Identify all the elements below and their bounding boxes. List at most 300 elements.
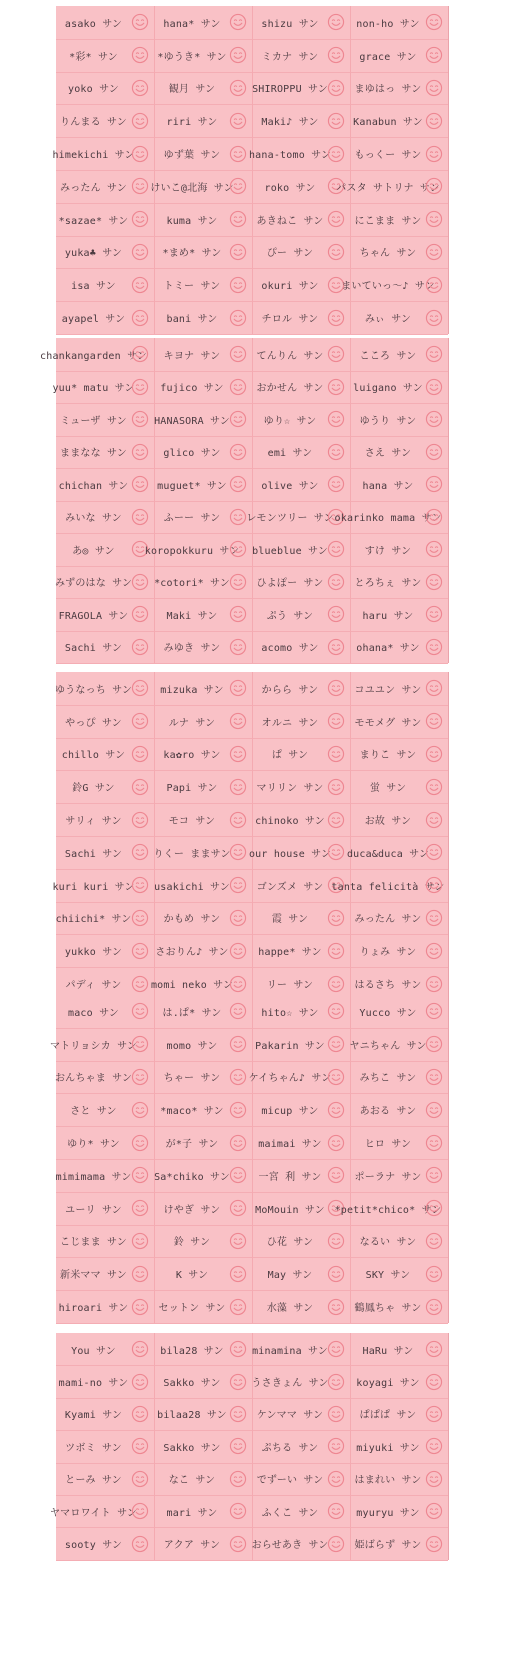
- name-sticker: [252, 338, 350, 371]
- sticker-name-label: ケンママ サン: [256, 1410, 324, 1422]
- sticker-name-label: けやぎ サン: [163, 1204, 221, 1216]
- smiley-stamp-icon: [327, 46, 345, 64]
- name-sticker: [350, 1061, 448, 1094]
- sticker-name-label: yoko サン: [67, 84, 119, 96]
- sticker-name-label: みぃ サン: [364, 314, 412, 326]
- smiley-stamp-icon: [425, 1535, 443, 1553]
- name-sticker: [350, 1333, 448, 1365]
- smiley-stamp-icon: [425, 1405, 443, 1423]
- name-sticker: [331, 869, 448, 902]
- smiley-stamp-icon: [131, 378, 149, 396]
- smiley-stamp-icon: [131, 243, 149, 261]
- sticker-row: [56, 672, 448, 706]
- smiley-stamp-icon: [131, 975, 149, 993]
- name-sticker: [154, 137, 252, 170]
- name-sticker: [252, 1430, 350, 1462]
- name-sticker: [154, 72, 252, 105]
- smiley-stamp-icon: [229, 712, 247, 730]
- sticker-name-label: はまれい サン: [354, 1475, 422, 1487]
- name-sticker: [350, 39, 448, 72]
- smiley-stamp-icon: [131, 13, 149, 31]
- smiley-stamp-icon: [131, 1502, 149, 1520]
- smiley-stamp-icon: [229, 1535, 247, 1553]
- smiley-stamp-icon: [229, 876, 247, 894]
- sticker-row: [56, 598, 448, 632]
- sticker-name-label: にこまま サン: [354, 215, 422, 227]
- smiley-stamp-icon: [425, 942, 443, 960]
- name-sticker: [154, 1333, 252, 1365]
- sticker-name-label: 霞 サン: [271, 914, 309, 926]
- smiley-stamp-icon: [327, 1340, 345, 1358]
- sticker-name-label: リー サン: [266, 980, 314, 992]
- name-sticker: [154, 1398, 252, 1430]
- smiley-stamp-icon: [131, 1199, 149, 1217]
- smiley-stamp-icon: [425, 46, 443, 64]
- name-sticker: [350, 403, 448, 436]
- name-sticker: [252, 39, 350, 72]
- sticker-name-label: maco サン: [67, 1007, 119, 1019]
- sticker-name-label: chinoko サン: [255, 816, 325, 828]
- smiley-stamp-icon: [327, 745, 345, 763]
- smiley-stamp-icon: [425, 443, 443, 461]
- smiley-stamp-icon: [229, 345, 247, 363]
- smiley-stamp-icon: [425, 843, 443, 861]
- name-sticker: [56, 533, 154, 566]
- smiley-stamp-icon: [229, 1265, 247, 1283]
- smiley-stamp-icon: [327, 1298, 345, 1316]
- sticker-name-label: *ゆうき* サン: [157, 51, 227, 63]
- smiley-stamp-icon: [327, 679, 345, 697]
- name-sticker: [248, 1061, 350, 1094]
- smiley-stamp-icon: [131, 79, 149, 97]
- sticker-name-label: usakichi サン: [154, 881, 230, 893]
- smiley-stamp-icon: [131, 1068, 149, 1086]
- name-sticker: [350, 1527, 448, 1559]
- name-sticker: [252, 371, 350, 404]
- sticker-name-label: 新米ママ サン: [60, 1270, 127, 1282]
- sticker-name-label: ちゃー サン: [163, 1073, 221, 1085]
- name-sticker: [252, 902, 350, 935]
- name-sticker: [350, 1365, 448, 1397]
- sticker-name-label: トミー サン: [163, 281, 221, 293]
- sticker-name-label: ぷう サン: [266, 610, 314, 622]
- smiley-stamp-icon: [131, 276, 149, 294]
- smiley-stamp-icon: [229, 1470, 247, 1488]
- smiley-stamp-icon: [229, 1437, 247, 1455]
- sticker-sheet: [49, 995, 449, 1323]
- sticker-row: [56, 436, 448, 470]
- sticker-row: [49, 1028, 448, 1062]
- sticker-name-label: まりこ サン: [359, 750, 417, 762]
- sticker-name-label: You サン: [71, 1345, 116, 1357]
- smiley-stamp-icon: [327, 1166, 345, 1184]
- name-sticker: [56, 1333, 154, 1365]
- sticker-name-label: grace サン: [359, 51, 417, 63]
- smiley-stamp-icon: [327, 443, 345, 461]
- name-sticker: [154, 1257, 252, 1290]
- name-sticker: [350, 371, 448, 404]
- sticker-name-label: ミカナ サン: [261, 51, 319, 63]
- name-sticker: [252, 738, 350, 771]
- smiley-stamp-icon: [131, 876, 149, 894]
- sticker-name-label: ヤマロワイト サン: [49, 1507, 138, 1519]
- smiley-stamp-icon: [131, 1265, 149, 1283]
- smiley-stamp-icon: [327, 79, 345, 97]
- sticker-name-label: 一宮 利 サン: [258, 1171, 322, 1183]
- sticker-name-label: kuma サン: [166, 215, 218, 227]
- name-sticker: [154, 1061, 252, 1094]
- smiley-stamp-icon: [131, 811, 149, 829]
- smiley-stamp-icon: [425, 1502, 443, 1520]
- sticker-row: [56, 631, 448, 665]
- sticker-name-label: 姫ばらず サン: [354, 1540, 422, 1552]
- sticker-name-label: ぴー サン: [266, 248, 314, 260]
- name-sticker: [154, 705, 252, 738]
- sticker-name-label: とーみ サン: [65, 1475, 122, 1487]
- sticker-name-label: SKY サン: [365, 1270, 411, 1282]
- sticker-name-label: さと サン: [70, 1106, 117, 1118]
- smiley-stamp-icon: [327, 1470, 345, 1488]
- name-sticker: [350, 236, 448, 269]
- smiley-stamp-icon: [425, 79, 443, 97]
- smiley-stamp-icon: [131, 1166, 149, 1184]
- name-sticker: [350, 631, 448, 664]
- sticker-name-label: riri サン: [166, 117, 218, 129]
- sticker-name-label: アクア サン: [163, 1540, 221, 1552]
- name-sticker: [350, 1225, 448, 1258]
- name-sticker: [252, 1333, 350, 1365]
- name-sticker: [248, 836, 350, 869]
- name-sticker: [56, 566, 154, 599]
- sticker-name-label: 鶴鳳ちゃ サン: [354, 1303, 422, 1315]
- name-sticker: [252, 533, 350, 566]
- name-sticker: [252, 770, 350, 803]
- sticker-name-label: あおる サン: [359, 1106, 417, 1118]
- smiley-stamp-icon: [131, 210, 149, 228]
- smiley-stamp-icon: [425, 1298, 443, 1316]
- sticker-name-label: K サン: [175, 1270, 209, 1282]
- sticker-name-label: 鈴 サン: [173, 1237, 211, 1249]
- sticker-name-label: Maki サン: [166, 610, 218, 622]
- smiley-stamp-icon: [229, 1002, 247, 1020]
- sticker-row: [56, 104, 448, 138]
- sticker-row: [40, 338, 448, 372]
- name-sticker: [350, 902, 448, 935]
- smiley-stamp-icon: [131, 410, 149, 428]
- sticker-name-label: けいこ@北海 サン: [150, 182, 234, 194]
- smiley-stamp-icon: [425, 1002, 443, 1020]
- name-sticker: [252, 1463, 350, 1495]
- name-sticker: [56, 301, 154, 334]
- sticker-name-label: ひよぽー サン: [256, 578, 324, 590]
- name-sticker: [154, 738, 252, 771]
- sticker-name-label: Kanabun サン: [353, 117, 423, 129]
- smiley-stamp-icon: [131, 1437, 149, 1455]
- name-sticker: [154, 436, 252, 469]
- name-sticker: [346, 836, 448, 869]
- sticker-name-label: ゆり☆ サン: [263, 415, 317, 427]
- sticker-name-label: ka✿ro サン: [163, 750, 221, 762]
- sticker-name-label: yuka♣ サン: [64, 248, 123, 260]
- name-sticker: [154, 1527, 252, 1559]
- name-sticker: [56, 902, 154, 935]
- name-sticker: [56, 468, 154, 501]
- sticker-name-label: ちゃん サン: [359, 248, 417, 260]
- name-sticker: [350, 6, 448, 39]
- smiley-stamp-icon: [229, 1340, 247, 1358]
- smiley-stamp-icon: [229, 1134, 247, 1152]
- name-sticker: [154, 869, 252, 902]
- name-sticker: [252, 1225, 350, 1258]
- sticker-name-label: みちこ サン: [359, 1073, 417, 1085]
- sticker-row: [56, 72, 448, 106]
- name-sticker: [154, 338, 252, 371]
- sticker-name-label: FRAGOLA サン: [58, 610, 129, 622]
- sticker-name-label: モコ サン: [168, 816, 216, 828]
- smiley-stamp-icon: [425, 177, 443, 195]
- smiley-stamp-icon: [131, 778, 149, 796]
- smiley-stamp-icon: [131, 443, 149, 461]
- sticker-name-label: himekichi サン: [52, 150, 135, 162]
- sticker-name-label: 観月 サン: [168, 84, 216, 96]
- smiley-stamp-icon: [229, 276, 247, 294]
- name-sticker: [252, 631, 350, 664]
- sticker-name-label: bilaa28 サン: [157, 1410, 227, 1422]
- name-sticker: [56, 1159, 154, 1192]
- name-sticker: [154, 631, 252, 664]
- name-sticker: [154, 1495, 252, 1527]
- sticker-name-label: koropokkuru サン: [144, 545, 240, 557]
- sticker-name-label: レモンツリー サン: [246, 513, 334, 525]
- sticker-name-label: ふくこ サン: [261, 1507, 319, 1519]
- sticker-name-label: ユーリ サン: [65, 1204, 122, 1216]
- smiley-stamp-icon: [229, 1298, 247, 1316]
- smiley-stamp-icon: [229, 475, 247, 493]
- sticker-name-label: micup サン: [261, 1106, 319, 1118]
- name-sticker: [154, 268, 252, 301]
- name-sticker: [154, 6, 252, 39]
- smiley-stamp-icon: [425, 345, 443, 363]
- sticker-name-label: パディ サン: [65, 980, 122, 992]
- name-sticker: [56, 1126, 154, 1159]
- sticker-name-label: おらせあき サン: [251, 1540, 329, 1552]
- sticker-row: [56, 1527, 448, 1560]
- name-sticker: [252, 203, 350, 236]
- sticker-row: [56, 6, 448, 40]
- sticker-name-label: ままなな サン: [60, 448, 127, 460]
- sticker-row: [56, 170, 448, 204]
- name-sticker: [40, 338, 154, 371]
- sticker-name-label: mimimama サン: [55, 1171, 132, 1183]
- smiley-stamp-icon: [131, 1035, 149, 1053]
- name-sticker: [56, 631, 154, 664]
- name-sticker: [350, 301, 448, 334]
- name-sticker: [350, 672, 448, 705]
- sticker-name-label: ヤニちゃん サン: [349, 1040, 427, 1052]
- sticker-name-label: acomo サン: [261, 643, 319, 655]
- smiley-stamp-icon: [131, 508, 149, 526]
- smiley-stamp-icon: [229, 1068, 247, 1086]
- smiley-stamp-icon: [229, 843, 247, 861]
- smiley-stamp-icon: [327, 1405, 345, 1423]
- name-sticker: [350, 137, 448, 170]
- name-sticker: [154, 1463, 252, 1495]
- sticker-name-label: Papi サン: [166, 783, 218, 795]
- name-sticker: [341, 268, 448, 301]
- sticker-name-label: ゆうなっち サン: [54, 684, 133, 696]
- sticker-name-label: ぱぱぱ サン: [359, 1410, 417, 1422]
- name-sticker: [154, 1192, 252, 1225]
- sticker-name-label: あきねこ サン: [256, 215, 324, 227]
- sticker-name-label: *cotori* サン: [154, 578, 230, 590]
- name-sticker: [336, 170, 448, 203]
- sticker-name-label: duca&duca サン: [346, 848, 430, 860]
- sticker-name-label: *petit*chico* サン: [334, 1204, 442, 1216]
- sticker-name-label: olive サン: [261, 480, 319, 492]
- sticker-name-label: Yucco サン: [359, 1007, 417, 1019]
- name-sticker: [252, 236, 350, 269]
- sticker-name-label: とろちぇ サン: [354, 578, 422, 590]
- sticker-name-label: マトリョシカ サン: [49, 1040, 138, 1052]
- name-sticker: [350, 1028, 448, 1061]
- name-sticker: [56, 268, 154, 301]
- sticker-name-label: ひ花 サン: [266, 1237, 314, 1249]
- sticker-name-label: サリィ サン: [65, 816, 122, 828]
- sticker-name-label: myuryu サン: [356, 1507, 420, 1519]
- smiley-stamp-icon: [425, 638, 443, 656]
- smiley-stamp-icon: [327, 811, 345, 829]
- name-sticker: [56, 1430, 154, 1462]
- name-sticker: [350, 1159, 448, 1192]
- smiley-stamp-icon: [327, 378, 345, 396]
- name-sticker: [56, 803, 154, 836]
- sticker-name-label: マリリン サン: [256, 783, 324, 795]
- sticker-name-label: *sazae* サン: [58, 215, 129, 227]
- smiley-stamp-icon: [425, 1470, 443, 1488]
- name-sticker: [252, 1257, 350, 1290]
- name-sticker: [56, 672, 154, 705]
- smiley-stamp-icon: [327, 1265, 345, 1283]
- smiley-stamp-icon: [131, 1340, 149, 1358]
- smiley-stamp-icon: [425, 145, 443, 163]
- name-sticker: [350, 1430, 448, 1462]
- name-sticker: [154, 934, 252, 967]
- smiley-stamp-icon: [327, 1101, 345, 1119]
- smiley-stamp-icon: [131, 605, 149, 623]
- name-sticker: [252, 1126, 350, 1159]
- sticker-name-label: hito☆ サン: [261, 1007, 319, 1019]
- sticker-name-label: うさきょん サン: [251, 1378, 329, 1390]
- sticker-name-label: hana* サン: [163, 18, 221, 30]
- sticker-name-label: luigano サン: [353, 383, 423, 395]
- sticker-name-label: あ◎ サン: [72, 545, 115, 557]
- smiley-stamp-icon: [425, 573, 443, 591]
- smiley-stamp-icon: [131, 475, 149, 493]
- sticker-row: [56, 705, 448, 739]
- sticker-name-label: Sachi サン: [64, 643, 123, 655]
- sticker-name-label: bila28 サン: [160, 1345, 224, 1357]
- name-sticker: [350, 1398, 448, 1430]
- name-sticker: [350, 1093, 448, 1126]
- name-sticker: [49, 1495, 154, 1527]
- smiley-stamp-icon: [425, 1232, 443, 1250]
- smiley-stamp-icon: [131, 1405, 149, 1423]
- name-sticker: [56, 39, 154, 72]
- smiley-stamp-icon: [327, 1373, 345, 1391]
- smiley-stamp-icon: [229, 540, 247, 558]
- smiley-stamp-icon: [131, 1232, 149, 1250]
- sticker-row: [56, 995, 448, 1029]
- sticker-row: [56, 770, 448, 804]
- smiley-stamp-icon: [229, 1232, 247, 1250]
- smiley-stamp-icon: [425, 1068, 443, 1086]
- name-sticker: [252, 598, 350, 631]
- smiley-stamp-icon: [425, 309, 443, 327]
- name-sticker: [56, 934, 154, 967]
- name-sticker: [252, 468, 350, 501]
- smiley-stamp-icon: [327, 210, 345, 228]
- sticker-name-label: てんりん サン: [256, 350, 324, 362]
- sticker-name-label: からら サン: [261, 684, 319, 696]
- name-sticker: [350, 436, 448, 469]
- name-sticker: [350, 1495, 448, 1527]
- sticker-row: [56, 803, 448, 837]
- name-sticker: [252, 1495, 350, 1527]
- name-sticker: [56, 1093, 154, 1126]
- name-sticker: [350, 338, 448, 371]
- smiley-stamp-icon: [425, 811, 443, 829]
- sticker-name-label: ゆり* サン: [67, 1139, 120, 1151]
- sticker-name-label: みったん サン: [354, 914, 422, 926]
- smiley-stamp-icon: [229, 573, 247, 591]
- sticker-row: [56, 566, 448, 600]
- sticker-sheet: [52, 672, 449, 1000]
- name-sticker: [252, 995, 350, 1028]
- smiley-stamp-icon: [229, 46, 247, 64]
- sticker-name-label: ayapel サン: [61, 314, 126, 326]
- name-sticker: [350, 1290, 448, 1323]
- name-sticker: [350, 995, 448, 1028]
- name-sticker: [154, 371, 252, 404]
- name-sticker: [56, 836, 154, 869]
- sticker-name-label: やっぴ サン: [65, 717, 122, 729]
- sticker-name-label: emi サン: [267, 448, 313, 460]
- name-sticker: [56, 203, 154, 236]
- sticker-name-label: まいていっ～♪ サン: [341, 281, 435, 293]
- sticker-name-label: なるい サン: [359, 1237, 417, 1249]
- name-sticker: [350, 104, 448, 137]
- sticker-name-label: Sa*chiko サン: [154, 1171, 230, 1183]
- name-sticker: [350, 803, 448, 836]
- name-sticker: [154, 902, 252, 935]
- smiley-stamp-icon: [425, 778, 443, 796]
- sticker-sheet: [40, 338, 449, 663]
- sticker-name-label: オルニ サン: [261, 717, 319, 729]
- name-sticker: [154, 203, 252, 236]
- sticker-row: [56, 1225, 448, 1259]
- smiley-stamp-icon: [425, 1340, 443, 1358]
- name-sticker: [154, 566, 252, 599]
- name-sticker: [154, 1365, 252, 1397]
- name-sticker: [56, 995, 154, 1028]
- sticker-name-label: ふーー サン: [163, 513, 221, 525]
- smiley-stamp-icon: [229, 443, 247, 461]
- name-sticker: [252, 1290, 350, 1323]
- name-sticker: [56, 1527, 154, 1559]
- sticker-name-label: chiichi* サン: [55, 914, 132, 926]
- sticker-name-label: fujico サン: [160, 383, 224, 395]
- smiley-stamp-icon: [327, 942, 345, 960]
